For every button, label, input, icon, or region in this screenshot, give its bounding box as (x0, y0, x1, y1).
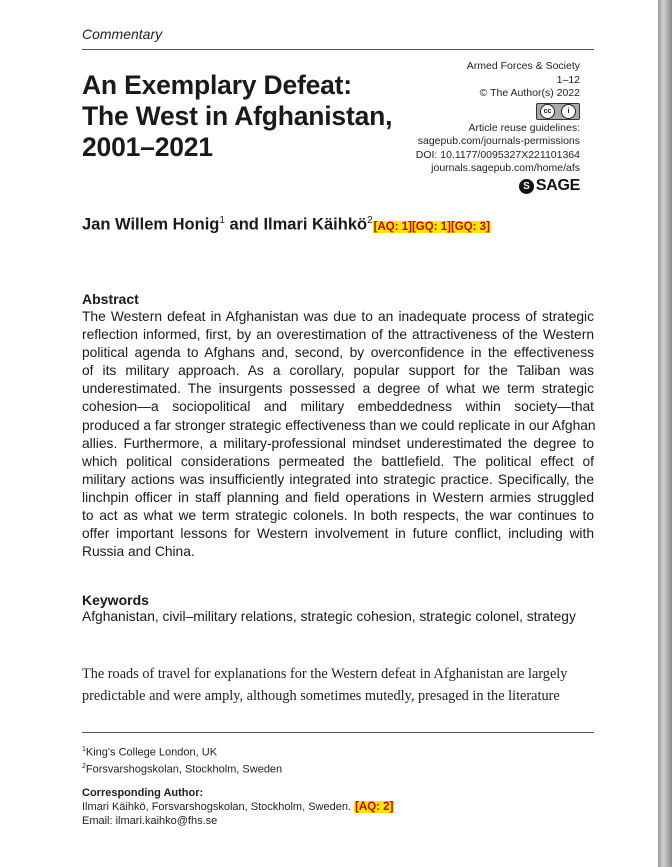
section-divider (82, 49, 594, 50)
reuse-link[interactable]: sagepub.com/journals-permissions (417, 135, 580, 147)
author-1-affiliation: 1 (219, 215, 225, 226)
abstract-line: reflection informed, first, by an overestimation of the attractiveness of the Western (82, 327, 594, 343)
copyright: © The Author(s) 2022 (479, 87, 580, 99)
journal-link[interactable]: journals.sagepub.com/home/afs (431, 162, 580, 174)
cc-by-license-icon: cc i (536, 103, 580, 120)
intro-line: predictable and were amply, although sometimes mutedly, presaged in the literature (82, 687, 560, 704)
author-1: Jan Willem Honig (82, 215, 220, 234)
abstract-line: of its military approach. As a corollary, popular support for the Taliban was (82, 363, 594, 379)
author-line (82, 215, 491, 235)
abstract-line: The Western defeat in Afghanistan was due to an inadequate process of strategic (82, 309, 594, 324)
keywords-list: Afghanistan, civil–military relations, strategic cohesion, strategic colonel, strategy (82, 609, 576, 624)
sage-logo: S SAGE (519, 179, 580, 194)
title-line-2: The West in Afghanistan, (82, 101, 393, 131)
abstract-line: which political considerations permeated the battlefield. The political effect of (82, 453, 594, 469)
page-range: 1–12 (556, 73, 580, 86)
abstract-line: produced a far stronger strategic effectiveness than we could replicate in our Afghan (82, 417, 596, 433)
author-2-affiliation: 2 (367, 215, 373, 226)
abstract-line: offer important lessons for Western involvement in future conflict, including with (82, 526, 594, 542)
author-query-tags[interactable]: [AQ: 1][GQ: 1][GQ: 3] (373, 220, 490, 233)
abstract-line: to act as what we term strategic colonels. In both respects, the war continues to (82, 508, 594, 524)
abstract-line: political agenda to Afghans and, second, by overconfidence in the effectiveness (82, 345, 594, 361)
author-2: Ilmari Käihkö (263, 215, 368, 234)
abstract-line: linchpin officer in staff planning and field operations in Western armies struggled (82, 489, 594, 505)
intro-paragraph (82, 664, 594, 707)
corresponding-name: Ilmari Käihkö, Forsvarshogskolan, Stockholm, Sweden. [AQ: 2] (82, 801, 394, 813)
corresponding-author (82, 786, 394, 828)
abstract-line: allies. Furthermore, a military-professional mindset underestimated the degree to (82, 435, 594, 451)
abstract-line: cohesion—a sociopolitical and military embeddedness within society—that (82, 399, 594, 415)
abstract-body (82, 308, 594, 561)
affiliations (82, 743, 282, 776)
intro-line: The roads of travel for explanations for the Western defeat in Afghanistan are largely (82, 666, 568, 682)
abstract-heading: Abstract (82, 291, 139, 307)
abstract-line: underestimated. The insurgents possessed a degree of what we term strategic (82, 381, 594, 397)
abstract-line: Russia and China. (82, 544, 195, 560)
title-line-1: An Exemplary Defeat: (82, 70, 352, 100)
corresponding-email[interactable]: Email: ilmari.kaihko@fhs.se (82, 815, 218, 827)
journal-name: Armed Forces & Society (466, 60, 580, 72)
viewer-scroll-edge (658, 0, 672, 867)
affiliation-1: $^1$King's College London, UK (82, 746, 218, 759)
abstract-line: military actions was insufficiently integrated into strategic practice. Specifically, the (82, 471, 594, 487)
title-line-3: 2001–2021 (82, 132, 213, 162)
corresponding-label: Corresponding Author: (82, 787, 204, 799)
keywords-heading: Keywords (82, 592, 149, 608)
sage-ring-icon: S (519, 179, 534, 194)
author-conjunction: and (224, 215, 264, 234)
footnote-divider (82, 732, 594, 733)
corresponding-query-tag[interactable]: [AQ: 2] (355, 801, 394, 813)
reuse-label: Article reuse guidelines: (468, 121, 580, 134)
affiliation-2: $^2$Forsvarshogskolan, Stockholm, Sweden (82, 762, 283, 776)
doi[interactable]: DOI: 10.1177/0095327X221101364 (415, 148, 580, 161)
section-label: Commentary (82, 26, 163, 42)
journal-meta (370, 60, 580, 194)
